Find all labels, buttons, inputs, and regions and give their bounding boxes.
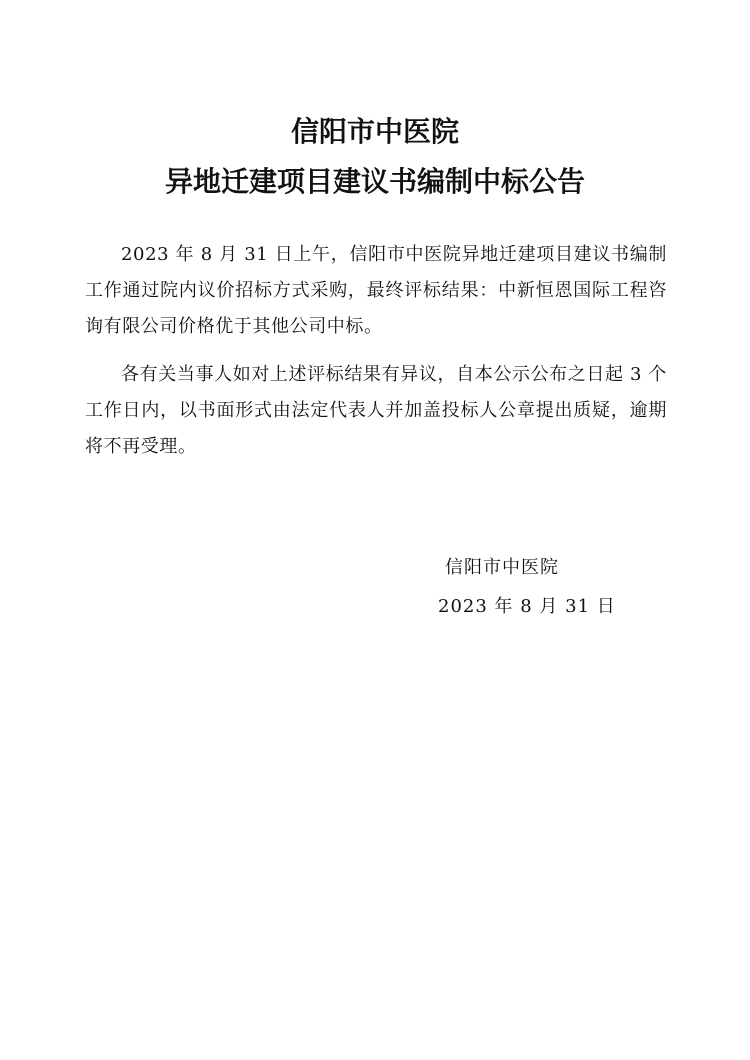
signature-date: 2023 年 8 月 31 日	[438, 596, 616, 617]
paragraph-1-container	[85, 237, 667, 345]
signature-organization: 信阳市中医院	[445, 557, 559, 578]
paragraph-2-container	[85, 357, 667, 465]
document-title-line1: 信阳市中医院	[290, 115, 459, 148]
paragraph-2: 各有关当事人如对上述评标结果有异议，自本公示公布之日起 3 个工作日内，以书面形式由法定代表人并加盖投标人公章提出质疑，逾期将不再受理。	[85, 364, 667, 457]
document-title-line2: 异地迁建项目建议书编制中标公告	[164, 165, 585, 198]
paragraph-1: 2023 年 8 月 31 日上午，信阳市中医院异地迁建项目建议书编制工作通过院内议价招标方式采购，最终评标结果：中新恒恩国际工程咨询有限公司价格优于其他公司中标。	[85, 244, 667, 337]
